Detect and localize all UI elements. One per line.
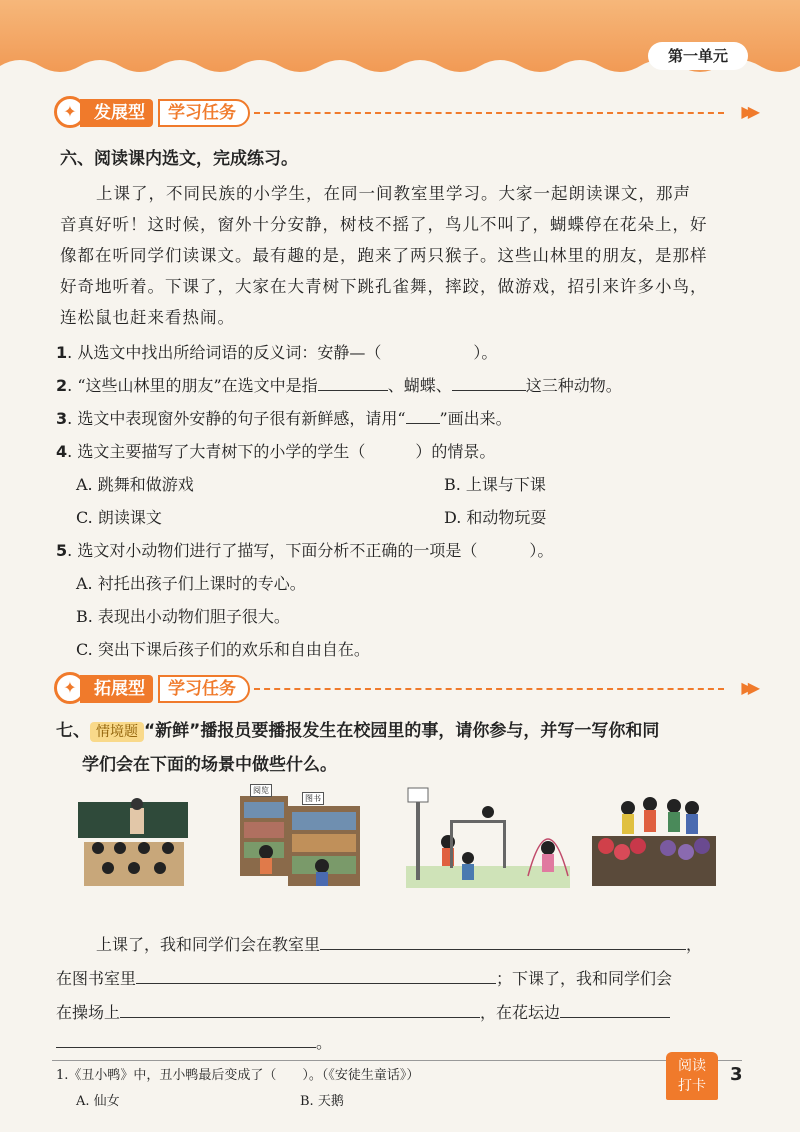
question-1: 1. 从选文中找出所给词语的反义词：安静—（ ）。 [56, 343, 498, 362]
scene-library [236, 782, 366, 892]
passage-line-1: 上课了，不同民族的小学生，在同一间教室里学习。大家一起朗读课文，那声 [96, 184, 691, 203]
footer-question: 1.《丑小鸭》中，丑小鸭最后变成了（ ）。（《安徒生童话》） [56, 1068, 420, 1083]
library-sign-b: 图书 [302, 792, 324, 805]
scene-playground [406, 782, 570, 892]
write-blank-continue[interactable] [56, 1033, 316, 1048]
banner-tag-right: 学习任务 [158, 675, 250, 703]
passage-line-4: 好奇地听着。下课了，大家在大青树下跳孔雀舞，摔跤，做游戏，招引来许多小鸟， [60, 277, 708, 296]
footer-divider [52, 1060, 742, 1061]
double-arrow-icon: ▶▶ [741, 678, 754, 697]
write-blank-classroom[interactable] [320, 935, 686, 950]
banner-tag-left: 发展型 [80, 99, 153, 127]
footer-option-b[interactable]: B. 天鹅 [300, 1094, 344, 1109]
fill-line-2: 在图书室里 ；下课了，我和同学们会 [56, 969, 673, 988]
question-2: 2. “这些山林里的朋友”在选文中是指 、蝴蝶、 这三种动物。 [56, 376, 622, 395]
library-sign-a: 阅览 [250, 784, 272, 797]
write-blank-flowerbed[interactable] [560, 1003, 670, 1018]
double-arrow-icon: ▶▶ [741, 102, 754, 121]
banner-tag-right: 学习任务 [158, 99, 250, 127]
q4-option-c[interactable]: C. 朗读课文 [76, 508, 162, 527]
unit-label: 第一单元 [648, 42, 748, 70]
scene-classroom [74, 782, 194, 892]
section-banner-development [54, 96, 754, 130]
section-banner-extension [54, 672, 754, 706]
banner-tag-left: 拓展型 [80, 675, 153, 703]
passage-line-3: 像都在听同学们读课文。最有趣的是，跑来了两只猴子。这些山林里的朋友，是那样 [60, 246, 708, 265]
q4-option-b[interactable]: B. 上课与下课 [444, 475, 546, 494]
question-5: 5. 选文对小动物们进行了描写，下面分析不正确的一项是（ ）。 [56, 541, 554, 560]
q7-line-2: 学们会在下面的场景中做些什么。 [82, 755, 337, 775]
page-number: 3 [730, 1064, 743, 1085]
fill-line-4: 。 [56, 1030, 332, 1053]
lightbulb-icon: ✦ [54, 96, 86, 128]
question-4: 4. 选文主要描写了大青树下的小学的学生（ ）的情景。 [56, 442, 496, 461]
q7-line-1: 七、 情境题 “新鲜”播报员要播报发生在校园里的事，请你参与，并写一写你和同 [56, 721, 660, 741]
passage-line-2: 音真好听！这时候，窗外十分安静，树枝不摇了，鸟儿不叫了，蝴蝶停在花朵上，好 [60, 215, 708, 234]
q4-option-d[interactable]: D. 和动物玩耍 [444, 508, 547, 527]
q5-option-c[interactable]: C. 突出下课后孩子们的欢乐和自由自在。 [76, 640, 370, 659]
question-3: 3. 选文中表现窗外安静的句子很有新鲜感，请用“ ”画出来。 [56, 409, 512, 428]
lightbulb-icon: ✦ [54, 672, 86, 704]
q4-option-a[interactable]: A. 跳舞和做游戏 [76, 475, 194, 494]
reading-checkin-badge: 阅读 打卡 [666, 1052, 718, 1100]
banner-dashed-line [254, 112, 724, 114]
answer-blank-2a[interactable] [318, 376, 388, 391]
fill-line-1: 上课了，我和同学们会在教室里 ， [96, 935, 703, 954]
q5-option-b[interactable]: B. 表现出小动物们胆子很大。 [76, 607, 290, 626]
scene-flowerbed [588, 782, 720, 892]
answer-blank-2b[interactable] [452, 376, 526, 391]
q6-heading: 六、阅读课内选文，完成练习。 [60, 149, 298, 169]
write-blank-playground[interactable] [120, 1003, 480, 1018]
footer-option-a[interactable]: A. 仙女 [76, 1094, 120, 1109]
write-blank-library[interactable] [136, 969, 496, 984]
banner-dashed-line [254, 688, 724, 690]
situation-tag: 情境题 [90, 722, 144, 742]
passage-line-5: 连松鼠也赶来看热闹。 [60, 308, 235, 327]
underline-sample [406, 409, 440, 424]
fill-line-3: 在操场上 ，在花坛边 [56, 1000, 670, 1023]
q5-option-a[interactable]: A. 衬托出孩子们上课时的专心。 [76, 574, 306, 593]
